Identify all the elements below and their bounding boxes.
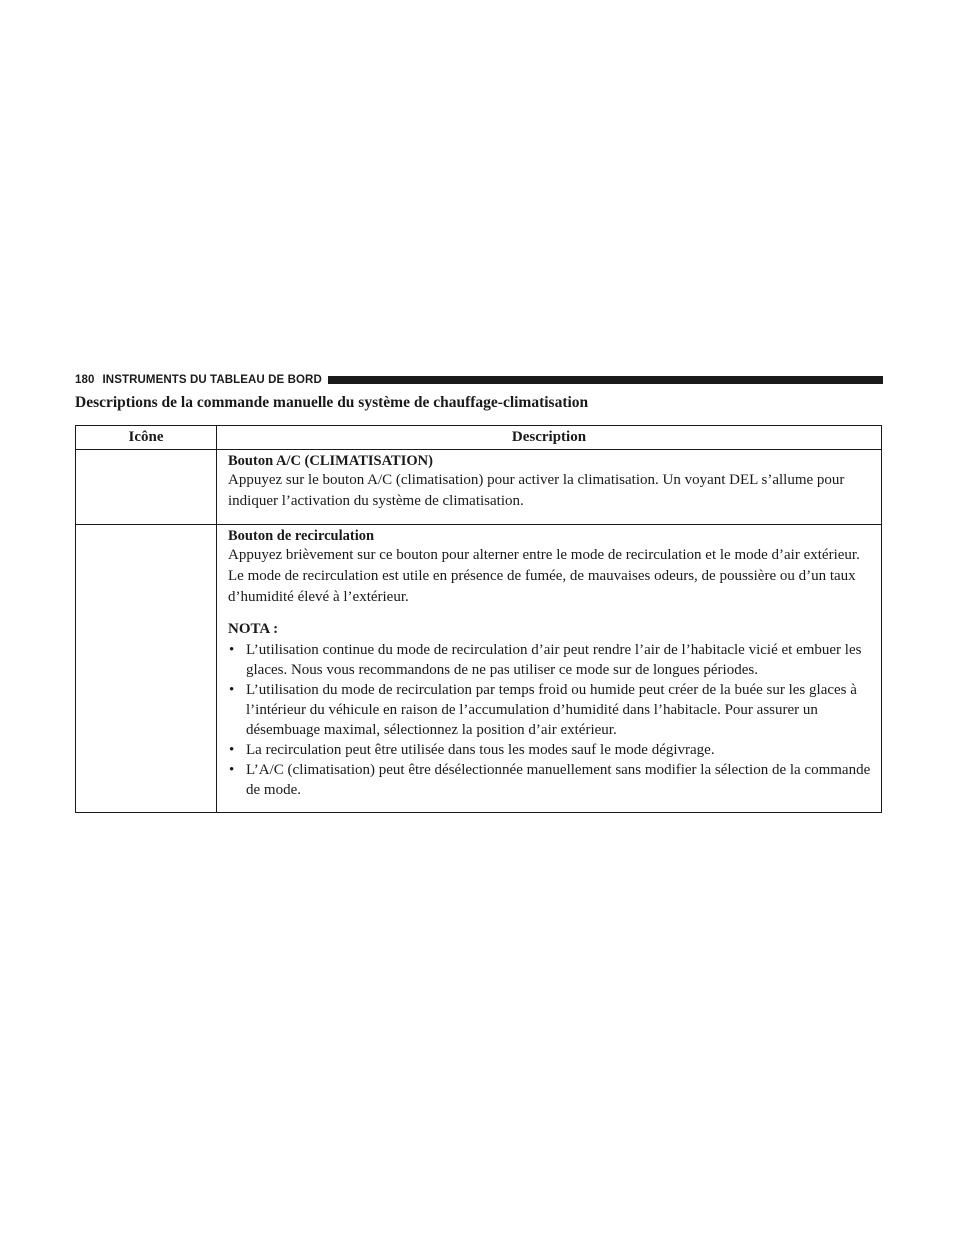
bullet-icon: • [229,682,235,698]
note-label: NOTA : [228,621,279,637]
header-rule [328,376,883,384]
description-cell-ac [217,450,882,525]
icon-cell-ac [76,450,217,525]
description-cell-recirculation [217,525,882,813]
running-header [75,372,883,388]
bullet-icon: • [229,742,235,758]
note-text: L’utilisation du mode de recirculation par temps froid ou humide peut créer de la buée sur les glaces à l’intérieur du véhicule en raison de l’accumulation d’humidité dans l’habitacle. Pour assurer un désembuage maximal, sélectionnez la position d’air extérieur. [246,682,857,738]
row-description: Appuyez brièvement sur ce bouton pour alterner entre le mode de recirculation et le mode d’air extérieur. Le mode de recirculation est utile en présence de fumée, de mauvaises odeurs, de poussière ou d’un taux d’humidité élevé à l’extérieur. [228,547,860,605]
row-title: Bouton A/C (CLIMATISATION) [228,453,433,469]
icon-cell-recirculation [76,525,217,813]
list-item [228,640,873,680]
table-row [76,525,882,813]
list-item [228,680,873,740]
note-list [228,640,873,800]
note-text: La recirculation peut être utilisée dans tous les modes sauf le mode dégivrage. [246,742,715,758]
column-header-icon: Icône [76,426,217,450]
running-header-title: INSTRUMENTS DU TABLEAU DE BORD [102,374,322,386]
bullet-icon: • [229,642,235,658]
list-item [228,760,873,800]
row-description: Appuyez sur le bouton A/C (climatisation) pour activer la climatisation. Un voyant DEL s’allume pour indiquer l’activation du système de climatisation. [228,472,845,509]
bullet-icon: • [229,762,235,778]
hvac-controls-table [75,425,882,813]
column-header-description: Description [217,426,882,450]
page-number: 180 [75,374,95,386]
table-header-row [76,426,882,450]
note-text: L’A/C (climatisation) peut être désélectionnée manuellement sans modifier la sélection de la commande de mode. [246,762,871,798]
row-title: Bouton de recirculation [228,528,375,544]
section-title: Descriptions de la commande manuelle du système de chauffage-climatisation [75,394,589,411]
note-text: L’utilisation continue du mode de recirculation d’air peut rendre l’air de l’habitacle vicié et embuer les glaces. Nous vous recommandons de ne pas utiliser ce mode sur de longues périodes. [246,642,862,678]
list-item [228,740,873,760]
table-row [76,450,882,525]
